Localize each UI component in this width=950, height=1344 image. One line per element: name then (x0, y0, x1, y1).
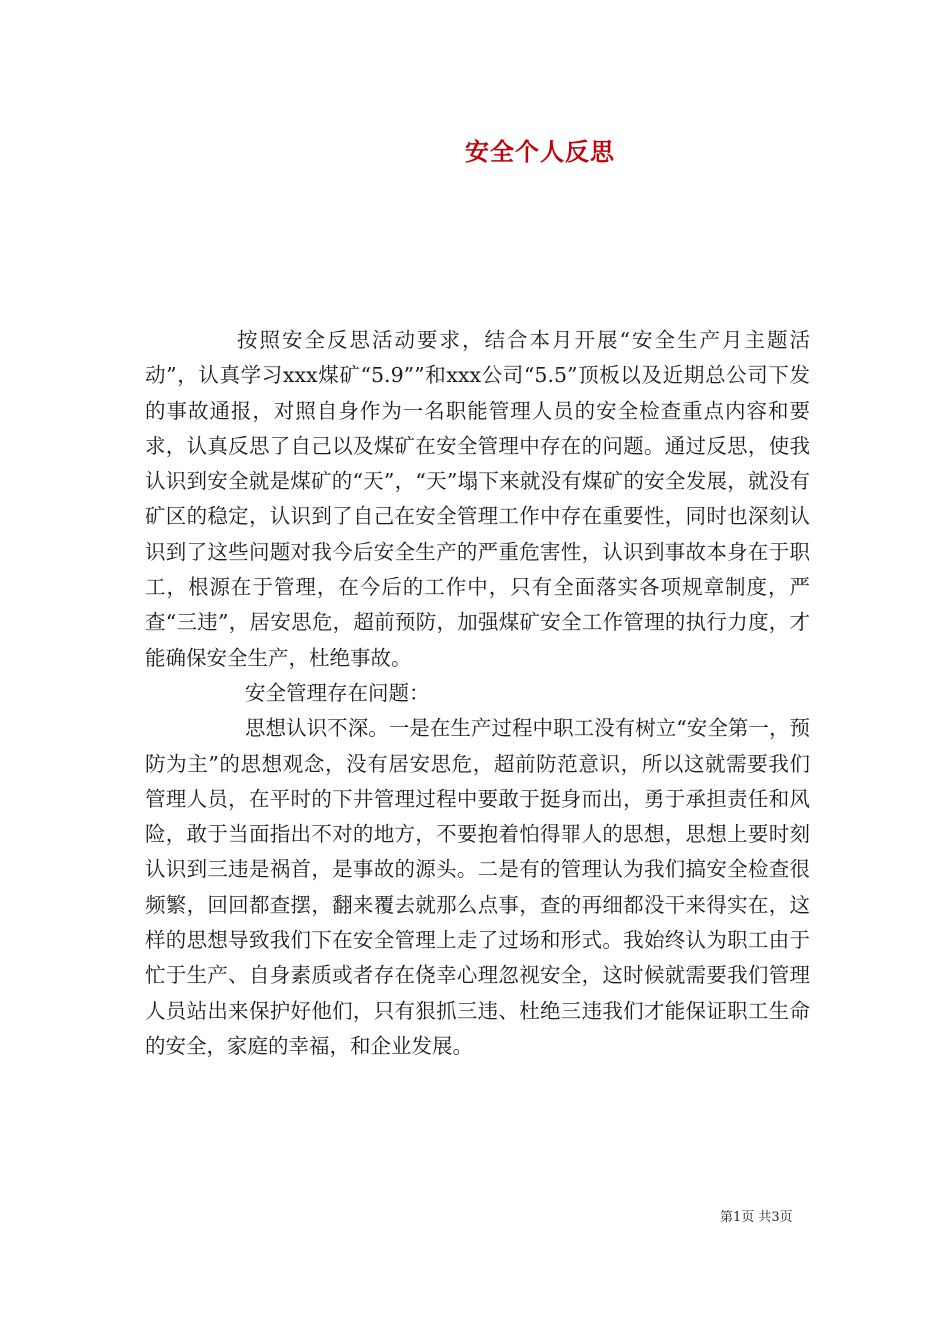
section-heading: 安全管理存在问题： (245, 680, 430, 705)
document-body (145, 323, 810, 1064)
paragraph-issues: 思想认识不深。一是在生产过程中职工没有树立“安全第一，预防为主”的思想观念，没有居安思危，超前防范意识，所以这就需要我们管理人员，在平时的下井管理过程中要敢于挺身而出，勇于承担责任和风险，敢于当面指出不对的地方，不要抱着怕得罪人的思想，思想上要时刻认识到三违是祸首，是事故的源头。二是有的管理认为我们搞安全检查很频繁，回回都查摆，翻来覆去就那么点事，查的再细都没干来得实在，这样的思想导致我们下在安全管理上走了过场和形式。我始终认为职工由于忙于生产、自身素质或者存在侥幸心理忽视安全，这时候就需要我们管理人员站出来保护好他们，只有狠抓三违、杜绝三违我们才能保证职工生命的安全，家庭的幸福，和企业发展。 (145, 716, 810, 1058)
document-title: 安全个人反思 (465, 138, 615, 166)
page-footer: 第1页 共3页 (720, 1210, 793, 1225)
paragraph-intro: 按照安全反思活动要求，结合本月开展“安全生产月主题活动”，认真学习xxx煤矿“5.9””和xxx公司“5.5”顶板以及近期总公司下发的事故通报，对照自身作为一名职能管理人员的安全检查重点内容和要求，认真反思了自己以及煤矿在安全管理中存在的问题。通过反思，使我认识到安全就是煤矿的“天”，“天”塌下来就没有煤矿的安全发展，就没有矿区的稳定，认识到了自己在安全管理工作中存在重要性，同时也深刻认识到了这些问题对我今后安全生产的严重危害性，认识到事故本身在于职工，根源在于管理，在今后的工作中，只有全面落实各项规章制度，严查“三违”，居安思危，超前预防，加强煤矿安全工作管理的执行力度，才能确保安全生产，杜绝事故。 (145, 328, 810, 670)
